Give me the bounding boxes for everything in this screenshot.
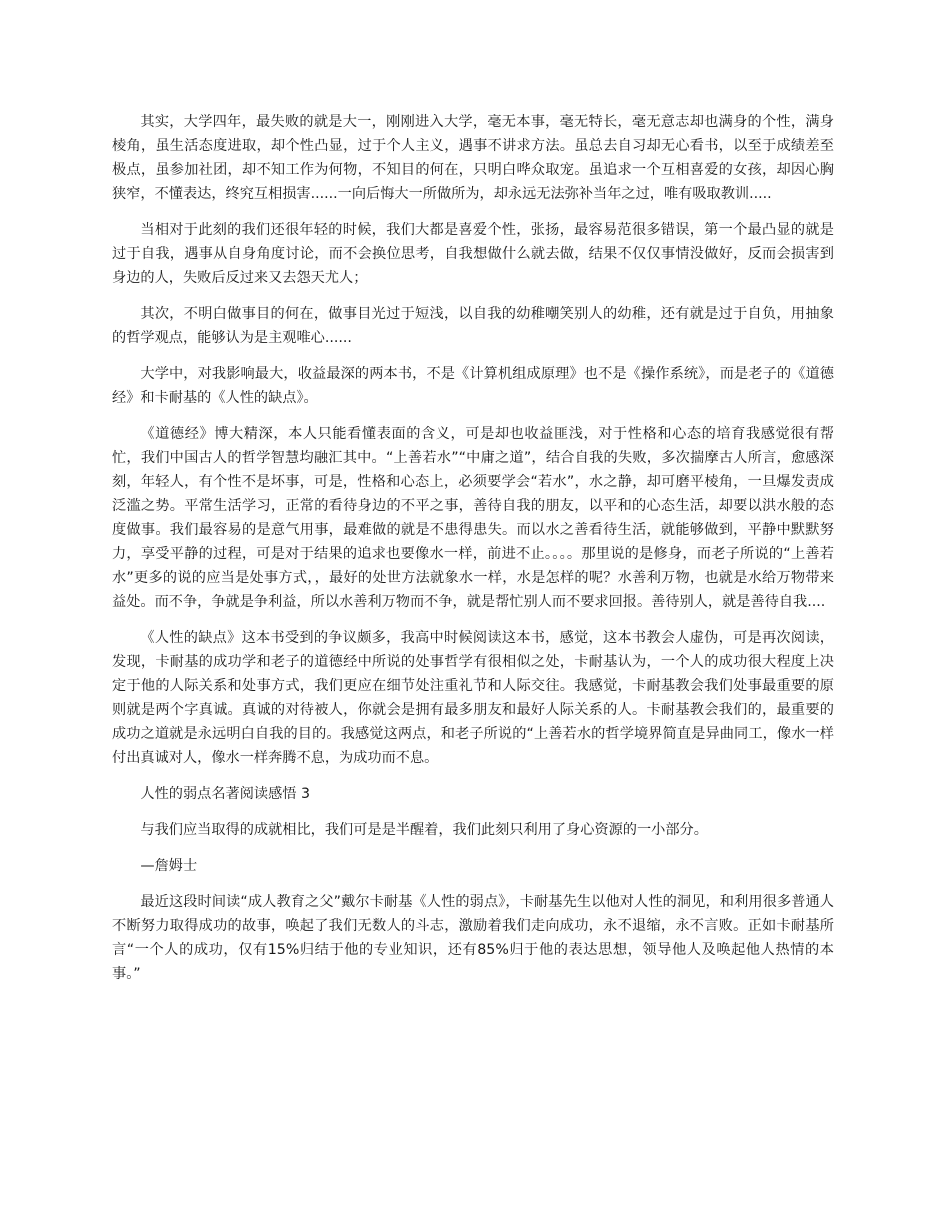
section-heading: 人性的弱点名著阅读感悟 3 (140, 786, 310, 802)
paragraph: 其实，大学四年，最失败的就是大一，刚刚进入大学，毫无本事，毫无特长，毫无意志却也满身的个性，满身棱角，虽生活态度进取，却个性凸显，过于个人主义，遇事不讲求方法。虽总去自习却无心看书，以至于成绩差至极点，虽参加社团，却不知工作为何物，不知目的何在，只明白哗众取宠。虽追求一个互相喜爱的女孩，却因心胸狭窄，不懂表达，终究互相损害......一向后悔大一所做所为，却永远无法弥补当年之过，唯有吸取教训..... (112, 114, 834, 202)
paragraph: 《人性的缺点》这本书受到的争议颇多，我高中时候阅读这本书，感觉，这本书教会人虚伪，可是再次阅读，发现，卡耐基的成功学和老子的道德经中所说的处事哲学有很相似之处，卡耐基认为，一个人的成功很大程度上决定于他的人际关系和处事方式，我们更应在细节处注重礼节和人际交往。我感觉，卡耐基教会我们处事最重要的原则就是两个字真诚。真诚的对待被人，你就会是拥有最多朋友和最好人际关系的人。卡耐基教会我们的，最重要的成功之道就是永远明白自我的目的。我感觉这两点，和老子所说的“上善若水的哲学境界简直是异曲同工，像水一样付出真诚对人，像水一样奔腾不息，为成功而不息。 (112, 630, 834, 766)
paragraph: 《道德经》博大精深，本人只能看懂表面的含义，可是却也收益匪浅，对于性格和心态的培育我感觉很有帮忙，我们中国古人的哲学智慧均融汇其中。“上善若水”“中庸之道”，结合自我的失败，多次揣摩古人所言，愈感深刻，年轻人，有个性不是坏事，可是，性格和心态上，必须要学会“若水”，水之静，却可磨平棱角，一旦爆发责成泛滥之势。平常生活学习，正常的看待身边的不平之事，善待自我的朋友，以平和的心态生活，却要以洪水般的态度做事。我们最容易的是意气用事，最难做的就是不患得患失。而以水之善看待生活，就能够做到，平静中默默努力，享受平静的过程，可是对于结果的追求也要像水一样，前进不止。。。。那里说的是修身，而老子所说的“上善若水”更多的说的应当是处事方式，，最好的处世方法就象水一样，水是怎样的呢？水善利万物，也就是水给万物带来益处。而不争，争就是争利益，所以水善利万物而不争，就是帮忙别人而不要求回报。善待别人，就是善待自我.... (112, 426, 834, 610)
epigraph-quote: 与我们应当取得的成就相比，我们可是是半醒着，我们此刻只利用了身心资源的一小部分。 (140, 822, 708, 838)
paragraph: 大学中，对我影响最大，收益最深的两本书，不是《计算机组成原理》也不是《操作系统》，而是老子的《道德经》和卡耐基的《人性的缺点》。 (112, 366, 834, 406)
document-body (112, 110, 834, 998)
paragraph: 当相对于此刻的我们还很年轻的时候，我们大都是喜爱个性，张扬，最容易范很多错误，第一个最凸显的就是过于自我，遇事从自身角度讨论，而不会换位思考，自我想做什么就去做，结果不仅仅事情没做好，反而会损害到身边的人，失败后反过来又去怨天尤人； (112, 222, 834, 286)
paragraph: 最近这段时间读“成人教育之父”戴尔卡耐基《人性的弱点》，卡耐基先生以他对人性的洞见，和利用很多普通人不断努力取得成功的故事，唤起了我们无数人的斗志，激励着我们走向成功，永不退缩，永不言败。正如卡耐基所言“一个人的成功，仅有15%归结于他的专业知识，还有85%归于他的表达思想，领导他人及唤起他人热情的本事。” (112, 894, 834, 982)
epigraph-author: —詹姆士 (140, 858, 198, 874)
paragraph: 其次，不明白做事目的何在，做事目光过于短浅，以自我的幼稚嘲笑别人的幼稚，还有就是过于自负，用抽象的哲学观点，能够认为是主观唯心...... (112, 306, 834, 346)
